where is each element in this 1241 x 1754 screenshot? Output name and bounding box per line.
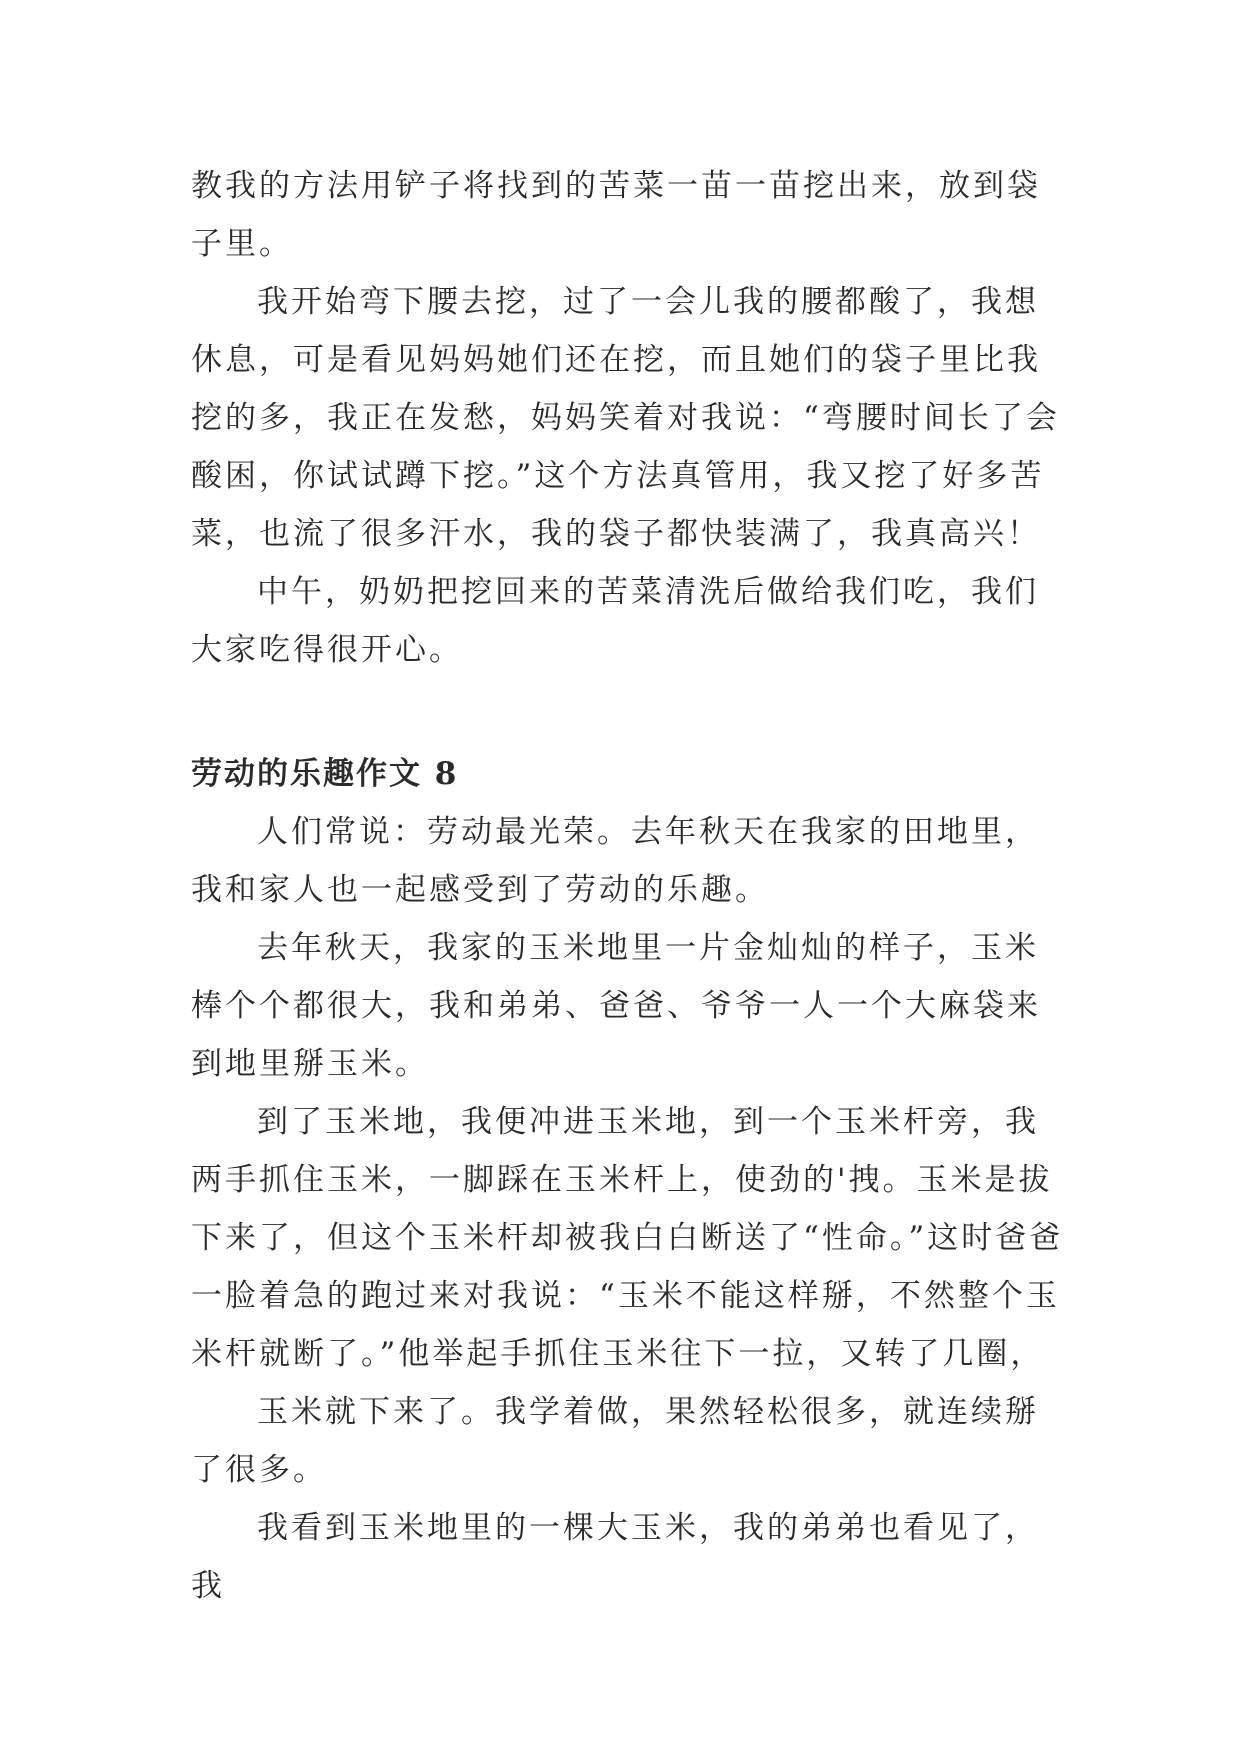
paragraph: 人们常说：劳动最光荣。去年秋天在我家的田地里，我和家人也一起感受到了劳动的乐趣。: [191, 814, 1039, 908]
essay-7-continuation: [191, 157, 1071, 679]
essay-title: 劳动的乐趣作文 8: [191, 756, 459, 792]
paragraph: 玉米就下来了。我学着做，果然轻松很多，就连续掰了很多。: [191, 1394, 1039, 1488]
essay-8: [191, 745, 1071, 1615]
paragraph: 去年秋天，我家的玉米地里一片金灿灿的样子，玉米棒个个都很大，我和弟弟、爸爸、爷爷一人一个大麻袋来到地里掰玉米。: [191, 930, 1041, 1082]
paragraph: 中午，奶奶把挖回来的苦菜清洗后做给我们吃，我们大家吃得很开心。: [191, 574, 1039, 668]
paragraph: 教我的方法用铲子将找到的苦菜一苗一苗挖出来，放到袋子里。: [191, 168, 1041, 262]
paragraph: 到了玉米地，我便冲进玉米地，到一个玉米杆旁，我两手抓住玉米，一脚踩在玉米杆上，使劲的'拽。玉米是拔下来了，但这个玉米杆却被我白白断送了“性命。”这时爸爸一脸着急的跑过来对我说：“玉米不能这样掰，不然整个玉米杆就断了。”他举起手抓住玉米往下一拉，又转了几圈，: [191, 1104, 1064, 1372]
paragraph: 我开始弯下腰去挖，过了一会儿我的腰都酸了，我想休息，可是看见妈妈她们还在挖，而且她们的袋子里比我挖的多，我正在发愁，妈妈笑着对我说：“弯腰时间长了会酸困，你试试蹲下挖。”这个方法真管用，我又挖了好多苦菜，也流了很多汗水，我的袋子都快装满了，我真高兴！: [191, 284, 1060, 552]
paragraph: 我看到玉米地里的一棵大玉米，我的弟弟也看见了，我: [191, 1510, 1039, 1604]
